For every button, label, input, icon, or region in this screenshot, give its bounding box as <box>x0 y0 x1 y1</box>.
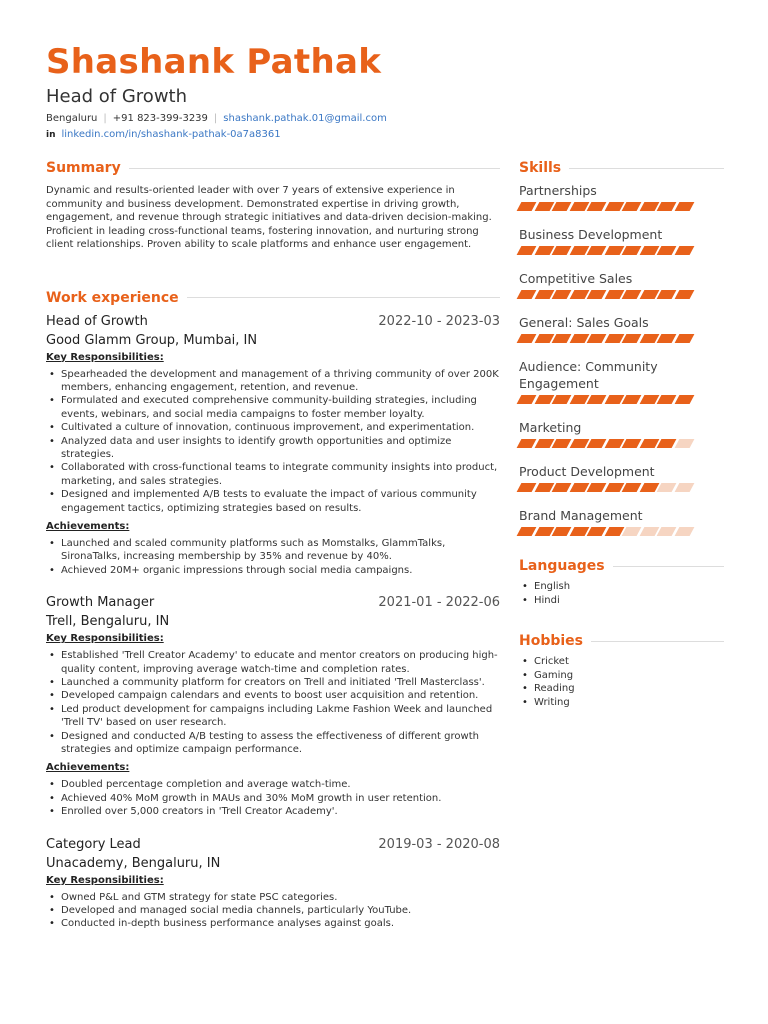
rating-segment-filled <box>534 527 553 536</box>
list-item: • Cultivated a culture of innovation, continuous improvement, and experimentation. <box>46 421 500 434</box>
rating-segment-filled <box>587 334 606 343</box>
achievements-list <box>46 778 500 818</box>
rating-segment-filled <box>674 290 693 299</box>
list-item: • Analyzed data and user insights to identify growth opportunities and optimize strategies. <box>46 435 500 462</box>
rating-segment-filled <box>587 202 606 211</box>
rating-segment-filled <box>639 246 658 255</box>
skill-item <box>519 358 724 404</box>
job-role: Head of Growth <box>46 313 148 329</box>
rating-segment-filled <box>587 290 606 299</box>
list-item: • Owned P&L and GTM strategy for state PSC categories. <box>46 891 500 904</box>
section-title-languages: Languages <box>519 558 605 574</box>
rating-segment-filled <box>622 395 641 404</box>
section-title-summary: Summary <box>46 160 121 176</box>
rating-segment-filled <box>534 202 553 211</box>
rating-segment-filled <box>517 290 536 299</box>
achievements-heading: Achievements: <box>46 762 130 774</box>
list-item: • Developed and managed social media channels, particularly YouTube. <box>46 904 500 917</box>
rating-segment-filled <box>604 334 623 343</box>
rating-segment-empty <box>622 527 641 536</box>
rating-segment-filled <box>639 395 658 404</box>
rating-segment-filled <box>674 395 693 404</box>
skill-name: Brand Management <box>519 508 643 523</box>
rating-segment-empty <box>674 483 693 492</box>
job-role: Category Lead <box>46 836 141 852</box>
list-item: • Formulated and executed comprehensive community-building strategies, including events, webinars, and social media campaigns to foster member loyalty. <box>46 394 500 421</box>
divider <box>187 297 500 298</box>
hobby-item: • Cricket <box>519 655 724 669</box>
rating-segment-filled <box>622 290 641 299</box>
list-item: • Launched and scaled community platforms such as Momstalks, GlammTalks, SironaTalks, increasing membership by 35% and revenue by 40%. <box>46 537 500 564</box>
job-dates: 2022-10 - 2023-03 <box>378 313 500 329</box>
rating-segment-filled <box>569 334 588 343</box>
rating-segment-filled <box>569 439 588 448</box>
rating-segment-filled <box>587 527 606 536</box>
rating-segment-filled <box>622 202 641 211</box>
list-item: • Designed and implemented A/B tests to evaluate the impact of various community engagement tactics, optimizing strategies based on results. <box>46 488 500 515</box>
job-entry <box>46 837 500 931</box>
skill-rating-bar <box>519 483 724 492</box>
rating-segment-filled <box>517 202 536 211</box>
rating-segment-filled <box>657 202 676 211</box>
rating-segment-filled <box>604 290 623 299</box>
rating-segment-filled <box>674 202 693 211</box>
hobby-item: • Writing <box>519 696 724 710</box>
rating-segment-filled <box>674 246 693 255</box>
summary-header <box>46 160 500 176</box>
hobbies-header <box>519 633 724 649</box>
skill-rating-bar <box>519 395 724 404</box>
rating-segment-filled <box>569 290 588 299</box>
language-list <box>519 580 724 607</box>
rating-segment-filled <box>569 483 588 492</box>
rating-segment-filled <box>622 334 641 343</box>
divider <box>591 641 724 642</box>
skill-name: General: Sales Goals <box>519 315 649 330</box>
rating-segment-filled <box>639 334 658 343</box>
hobby-item: • Gaming <box>519 669 724 683</box>
rating-segment-filled <box>517 395 536 404</box>
skill-rating-bar <box>519 439 724 448</box>
rating-segment-filled <box>657 439 676 448</box>
rating-segment-filled <box>587 483 606 492</box>
skill-rating-bar <box>519 202 724 211</box>
skill-item <box>519 507 724 536</box>
job-header <box>46 595 500 610</box>
rating-segment-empty <box>674 439 693 448</box>
summary-text: Dynamic and results-oriented leader with over 7 years of extensive experience in community and business development. Demonstrated expertise in driving growth, engagement, and revenue through strategic initiatives and data-driven decision-making. Proficient in leading cross-functional teams, fostering innovation, and nurturing strong client relationships. Proven ability to scale platforms and enhance user engagement. <box>46 185 492 250</box>
rating-segment-filled <box>639 483 658 492</box>
candidate-title: Head of Growth <box>46 86 188 107</box>
job-entry <box>46 314 500 578</box>
rating-segment-filled <box>587 246 606 255</box>
job-company: Unacademy, Bengaluru, IN <box>46 855 221 871</box>
rating-segment-filled <box>604 202 623 211</box>
skill-name: Business Development <box>519 227 663 242</box>
rating-segment-filled <box>552 527 571 536</box>
skill-list <box>519 182 724 536</box>
rating-segment-filled <box>534 334 553 343</box>
rating-segment-filled <box>552 395 571 404</box>
rating-segment-empty <box>639 527 658 536</box>
job-dates: 2019-03 - 2020-08 <box>378 836 500 852</box>
rating-segment-filled <box>657 334 676 343</box>
rating-segment-empty <box>674 527 693 536</box>
rating-segment-filled <box>569 527 588 536</box>
rating-segment-filled <box>604 246 623 255</box>
linkedin-line <box>46 129 281 140</box>
skill-rating-bar <box>519 290 724 299</box>
right-column <box>519 160 724 715</box>
divider <box>569 168 724 169</box>
skill-name: Product Development <box>519 464 655 479</box>
achievements-heading: Achievements: <box>46 520 130 532</box>
language-item: • English <box>519 580 724 594</box>
rating-segment-filled <box>552 483 571 492</box>
rating-segment-filled <box>517 527 536 536</box>
candidate-name: Shashank Pathak <box>46 42 382 82</box>
rating-segment-filled <box>639 290 658 299</box>
rating-segment-filled <box>534 439 553 448</box>
rating-segment-filled <box>517 246 536 255</box>
rating-segment-filled <box>622 483 641 492</box>
list-item: • Designed and conducted A/B testing to assess the effectiveness of different growth strategies and optimize campaign performance. <box>46 730 500 757</box>
responsibilities-list <box>46 649 500 756</box>
list-item: • Conducted in-depth business performance analyses against goals. <box>46 917 500 930</box>
list-item: • Developed campaign calendars and events to boost user acquisition and retention. <box>46 689 500 702</box>
linkedin-icon: in <box>46 130 56 140</box>
job-company: Trell, Bengaluru, IN <box>46 614 170 630</box>
skill-name: Marketing <box>519 420 582 435</box>
separator: | <box>213 113 218 124</box>
responsibilities-heading: Key Responsibilities: <box>46 874 164 886</box>
rating-segment-filled <box>517 483 536 492</box>
work-header <box>46 290 500 306</box>
skill-rating-bar <box>519 334 724 343</box>
skill-item <box>519 270 724 299</box>
job-role: Growth Manager <box>46 595 155 611</box>
contact-line <box>46 113 387 124</box>
list-item: • Achieved 40% MoM growth in MAUs and 30% MoM growth in user retention. <box>46 792 500 805</box>
rating-segment-filled <box>552 202 571 211</box>
list-item: • Established 'Trell Creator Academy' to educate and mentor creators on producing high-quality content, improving average watch-time and completion rates. <box>46 649 500 676</box>
skill-item <box>519 419 724 448</box>
list-item: • Doubled percentage completion and average watch-time. <box>46 778 500 791</box>
linkedin-link[interactable]: linkedin.com/in/shashank-pathak-0a7a8361 <box>61 129 281 140</box>
hobby-list <box>519 655 724 709</box>
rating-segment-filled <box>534 246 553 255</box>
rating-segment-filled <box>552 439 571 448</box>
rating-segment-filled <box>569 202 588 211</box>
rating-segment-filled <box>552 246 571 255</box>
rating-segment-filled <box>534 483 553 492</box>
rating-segment-filled <box>657 246 676 255</box>
rating-segment-filled <box>517 334 536 343</box>
rating-segment-filled <box>534 395 553 404</box>
hobby-item: • Reading <box>519 682 724 696</box>
skill-item <box>519 182 724 211</box>
skill-name: Audience: Community Engagement <box>519 359 658 391</box>
rating-segment-filled <box>569 395 588 404</box>
section-title-skills: Skills <box>519 160 562 176</box>
rating-segment-filled <box>569 246 588 255</box>
rating-segment-filled <box>622 246 641 255</box>
left-column <box>46 160 500 949</box>
job-company: Good Glamm Group, Mumbai, IN <box>46 332 258 348</box>
rating-segment-empty <box>657 527 676 536</box>
hobbies-section <box>519 633 724 709</box>
rating-segment-empty <box>657 483 676 492</box>
list-item: • Enrolled over 5,000 creators in 'Trell Creator Academy'. <box>46 805 500 818</box>
rating-segment-filled <box>639 202 658 211</box>
list-item: • Achieved 20M+ organic impressions through social media campaigns. <box>46 564 500 577</box>
job-dates: 2021-01 - 2022-06 <box>378 595 500 611</box>
section-title-work: Work experience <box>46 289 179 306</box>
section-title-hobbies: Hobbies <box>519 633 584 649</box>
rating-segment-filled <box>639 439 658 448</box>
email-link[interactable]: shashank.pathak.01@gmail.com <box>223 113 387 124</box>
rating-segment-filled <box>674 334 693 343</box>
divider <box>129 168 500 169</box>
responsibilities-list <box>46 368 500 515</box>
skills-header <box>519 160 724 176</box>
job-header <box>46 837 500 852</box>
separator: | <box>103 113 107 124</box>
responsibilities-list <box>46 891 500 931</box>
rating-segment-filled <box>517 439 536 448</box>
list-item: • Collaborated with cross-functional teams to integrate community insights into product, marketing, and sales strategies. <box>46 461 500 488</box>
rating-segment-filled <box>552 290 571 299</box>
divider <box>613 566 724 567</box>
job-entry <box>46 595 500 818</box>
rating-segment-filled <box>604 527 623 536</box>
phone: +91 823-399-3239 <box>112 113 208 124</box>
skill-name: Competitive Sales <box>519 271 633 286</box>
list-item: • Spearheaded the development and management of a thriving community of over 200K members, enhancing engagement, retention, and revenue. <box>46 368 500 395</box>
skill-rating-bar <box>519 527 724 536</box>
rating-segment-filled <box>657 290 676 299</box>
list-item: • Led product development for campaigns including Lakme Fashion Week and launched 'Trell TV' based on user research. <box>46 703 500 730</box>
rating-segment-filled <box>604 483 623 492</box>
languages-header <box>519 558 724 574</box>
rating-segment-filled <box>604 439 623 448</box>
skill-item <box>519 226 724 255</box>
rating-segment-filled <box>657 395 676 404</box>
rating-segment-filled <box>534 290 553 299</box>
rating-segment-filled <box>622 439 641 448</box>
job-list <box>46 314 500 931</box>
job-header <box>46 314 500 329</box>
skill-rating-bar <box>519 246 724 255</box>
list-item: • Launched a community platform for creators on Trell and initiated 'Trell Masterclass'. <box>46 676 500 689</box>
responsibilities-heading: Key Responsibilities: <box>46 351 164 363</box>
rating-segment-filled <box>552 334 571 343</box>
skill-item <box>519 463 724 492</box>
language-item: • Hindi <box>519 594 724 608</box>
rating-segment-filled <box>604 395 623 404</box>
responsibilities-heading: Key Responsibilities: <box>46 633 164 645</box>
achievements-list <box>46 537 500 577</box>
skill-name: Partnerships <box>519 183 597 198</box>
location: Bengaluru <box>46 113 98 124</box>
rating-segment-filled <box>587 439 606 448</box>
skill-item <box>519 314 724 343</box>
rating-segment-filled <box>587 395 606 404</box>
languages-section <box>519 558 724 607</box>
